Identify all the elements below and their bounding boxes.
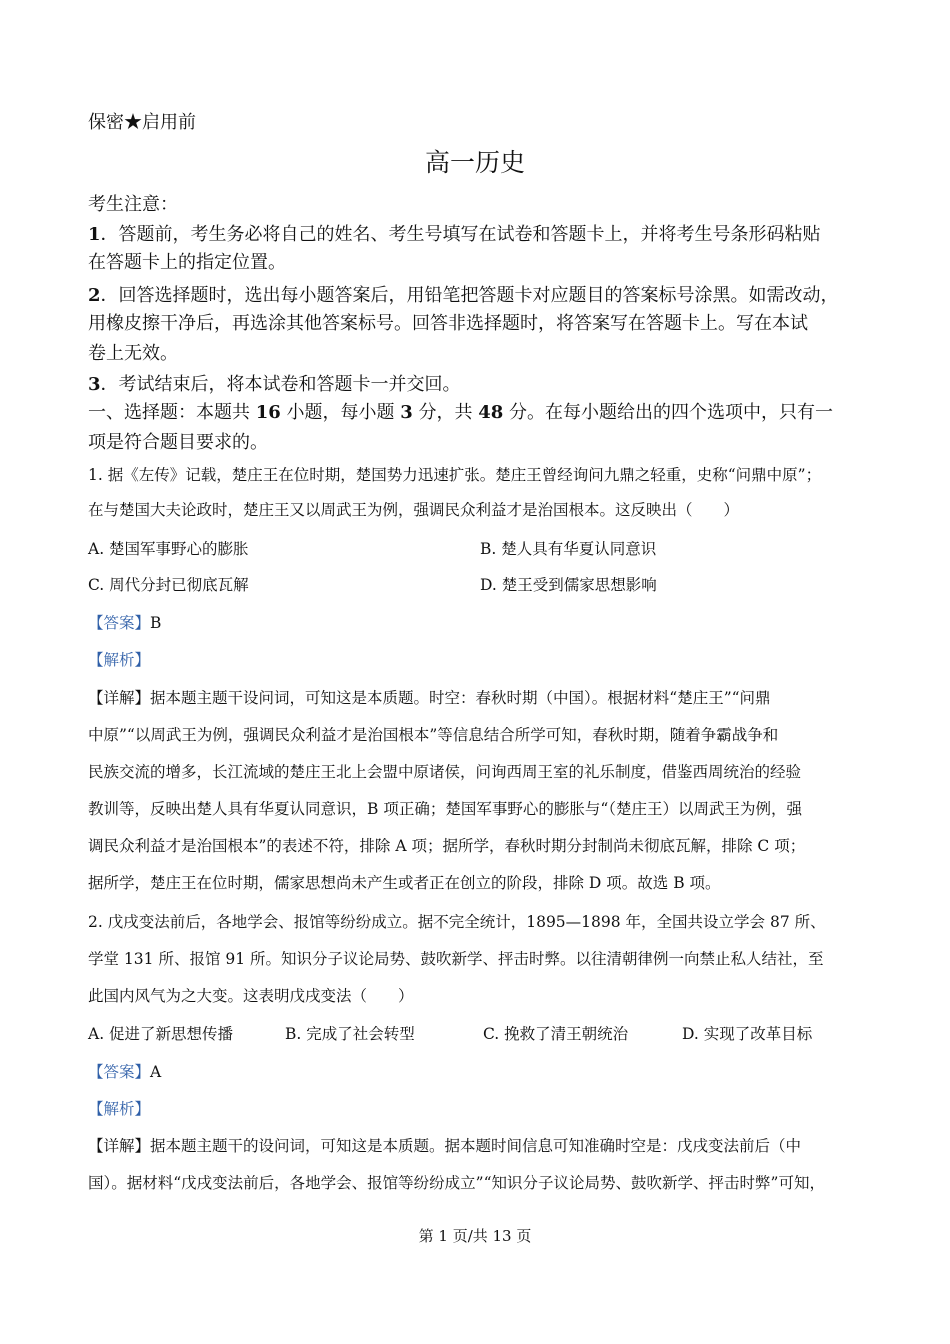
question-1-answer — [88, 611, 161, 633]
question-count: 16 — [255, 402, 281, 423]
detail-text: 据本题主题干的设问词，可知这是本质题。据本题时间信息可知准确时空是：戊戌变法前后（中 — [150, 1137, 802, 1155]
notice-item-1-line-2: 在答题卡上的指定位置。 — [88, 252, 286, 273]
notice-item-2-line-3: 卷上无效。 — [88, 343, 178, 364]
notice-item-2 — [88, 281, 839, 307]
notice-item-3-text: ．考试结束后，将本试卷和答题卡一并交回。 — [100, 374, 461, 395]
answer-tag: 【答案】 — [88, 614, 151, 632]
notice-item-1-text: ．答题前，考生务必将自己的姓名、考生号填写在试卷和答题卡上，并将考生号条形码粘贴 — [100, 224, 821, 245]
detail-tag: 【详解】 — [88, 1137, 151, 1155]
answer-tag: 【答案】 — [88, 1063, 151, 1081]
section-heading-line-2: 项是符合题目要求的。 — [88, 432, 268, 453]
answer-value: B — [150, 614, 162, 632]
notice-item-2-text: ．回答选择题时，选出每小题答案后，用铅笔把答题卡对应题目的答案标号涂黑。如需改动， — [100, 285, 839, 306]
question-2-stem-line-3: 此国内风气为之大变。这表明戊戌变法（ ） — [88, 987, 414, 1005]
detail-text: 据本题主题干设问词，可知这是本质题。时空：春秋时期（中国）。根据材料“楚庄王”“问鼎 — [150, 689, 771, 707]
total-points: 48 — [478, 402, 504, 423]
question-1-detail-line-3: 民族交流的增多，长江流域的楚庄王北上会盟中原诸侯，问询西周王室的礼乐制度，借鉴西周统治的经验 — [88, 763, 802, 781]
question-1-detail-line-2: 中原”“以周武王为例，强调民众利益才是治国根本”等信息结合所学可知，春秋时期，随着争霸战争和 — [88, 726, 779, 744]
section-heading-part: 一、选择题：本题共 — [88, 402, 256, 423]
notice-item-2-line-2: 用橡皮擦干净后，再选涂其他答案标号。回答非选择题时，将答案写在答题卡上。写在本试 — [88, 313, 808, 334]
question-2-stem: 2. 戊戌变法前后，各地学会、报馆等纷纷成立。据不完全统计，1895—1898 年，全国共设立学会 87 所、 — [88, 913, 826, 931]
question-2-answer — [88, 1060, 161, 1082]
section-heading-part: 小题，每小题 — [280, 402, 401, 423]
section-heading-part: 分。在每小题给出的四个选项中，只有一 — [503, 402, 834, 423]
question-1-option-b: B. 楚人具有华夏认同意识 — [480, 540, 657, 558]
question-1-detail-line-4: 教训等，反映出楚人具有华夏认同意识，B 项正确；楚国军事野心的膨胀与“（楚庄王）以周武王为例，强 — [88, 800, 802, 818]
question-1-option-d: D. 楚王受到儒家思想影响 — [480, 576, 657, 594]
question-1-stem: 1. 据《左传》记载，楚庄王在位时期，楚国势力迅速扩张。楚庄王曾经询问九鼎之轻重，史称“问鼎中原”； — [88, 466, 822, 484]
detail-tag: 【详解】 — [88, 689, 151, 707]
notice-item-2-number: 2 — [88, 285, 101, 306]
section-heading — [88, 398, 833, 424]
notice-item-1-number: 1 — [88, 224, 101, 245]
question-2-stem-line-2: 学堂 131 所、报馆 91 所。知识分子议论局势、鼓吹新学、抨击时弊。以往清朝律例一向禁止私人结社，至 — [88, 950, 824, 968]
page-title: 高一历史 — [424, 148, 525, 177]
question-1-analysis-tag: 【解析】 — [88, 651, 151, 669]
question-2-analysis-tag: 【解析】 — [88, 1100, 151, 1118]
question-2-detail — [88, 1134, 801, 1156]
question-2-option-b: B. 完成了社会转型 — [285, 1025, 415, 1043]
notice-item-3 — [88, 370, 461, 396]
page-footer: 第 1 页/共 13 页 — [418, 1227, 532, 1245]
question-2-option-c: C. 挽救了清王朝统治 — [483, 1025, 629, 1043]
notice-item-1 — [88, 220, 821, 246]
question-1-detail-line-6: 据所学，楚庄王在位时期，儒家思想尚未产生或者正在创立的阶段，排除 D 项。故选 B 项。 — [88, 874, 721, 892]
answer-value: A — [150, 1063, 162, 1081]
section-heading-part: 分，共 — [412, 402, 479, 423]
question-1-option-a: A. 楚国军事野心的膨胀 — [88, 540, 249, 558]
question-1-stem-line-2: 在与楚国大夫论政时，楚庄王又以周武王为例，强调民众利益才是治国根本。这反映出（ ） — [88, 501, 740, 519]
question-2-option-a: A. 促进了新思想传播 — [88, 1025, 234, 1043]
question-1-option-c: C. 周代分封已彻底瓦解 — [88, 576, 249, 594]
question-1-detail — [88, 686, 771, 708]
points-per-question: 3 — [400, 402, 413, 423]
confidential-label: 保密★启用前 — [88, 112, 196, 133]
notice-heading: 考生注意： — [88, 194, 178, 215]
question-1-detail-line-5: 调民众利益才是治国根本”的表述不符，排除 A 项；据所学，春秋时期分封制尚未彻底瓦解，排除 C 项； — [88, 837, 806, 855]
question-2-option-d: D. 实现了改革目标 — [682, 1025, 813, 1043]
question-2-detail-line-2: 国）。据材料“戊戌变法前后，各地学会、报馆等纷纷成立”“知识分子议论局势、鼓吹新学、抨击时弊”可知， — [88, 1174, 825, 1192]
notice-item-3-number: 3 — [88, 374, 101, 395]
